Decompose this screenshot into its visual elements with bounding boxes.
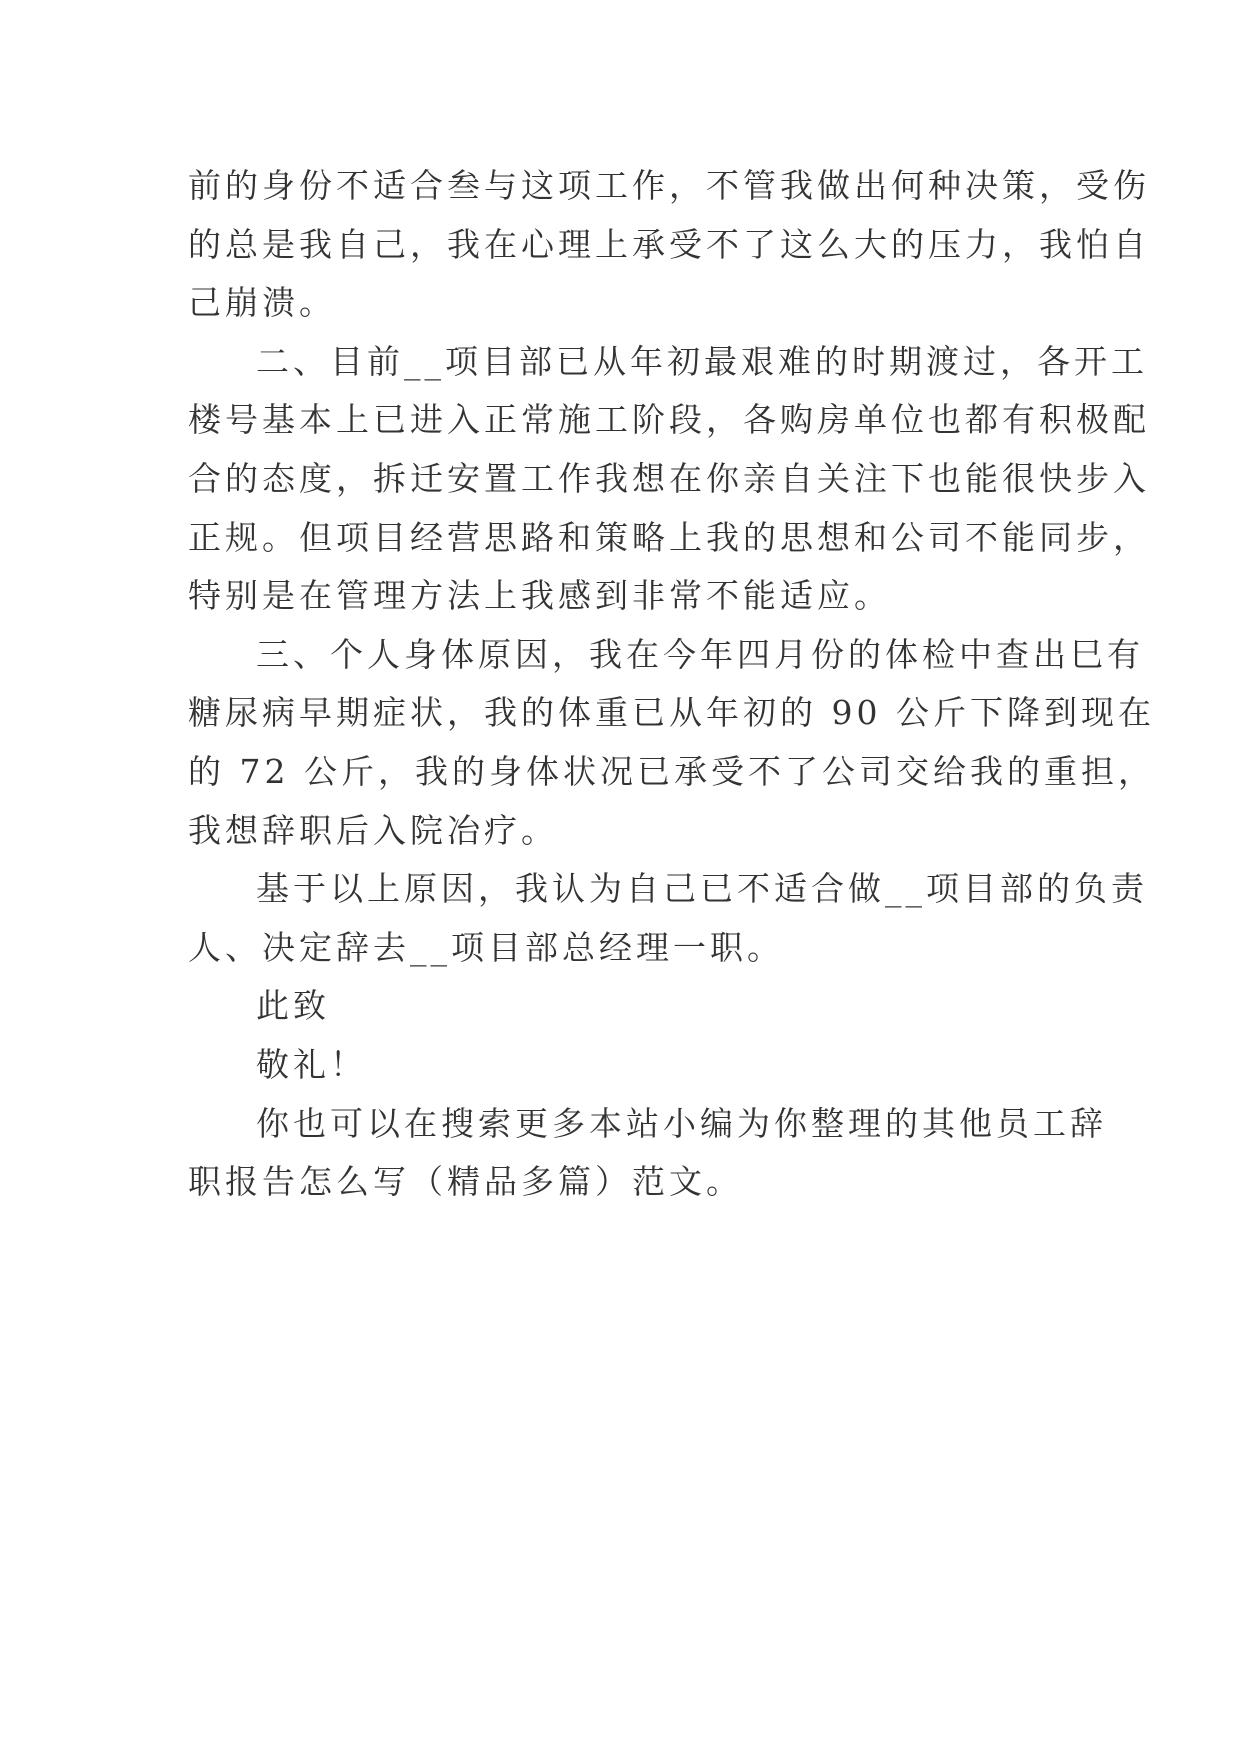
paragraph-conclusion (188, 860, 1148, 977)
text-line: 的 72 公斤，我的身体状况已承受不了公司交给我的重担， (188, 751, 1155, 791)
closing-salutation (188, 977, 1068, 1036)
text-line: 此致 (256, 986, 330, 1026)
text-line: 糖尿病早期症状，我的体重已从年初的 90 公斤下降到现在 (188, 693, 1155, 733)
text-line: 二、目前__项目部已从年初最艰难的时期渡过，各开工 (256, 341, 1148, 381)
text-line: 我想辞职后入院冶疗。 (188, 810, 558, 850)
paragraph-3 (188, 626, 1155, 860)
text-line: 敬礼！ (256, 1044, 367, 1084)
text-line: 合的态度，拆迁安置工作我想在你亲自关注下也能很快步入 (188, 458, 1150, 498)
text-line: 职报告怎么写（精品多篇）范文。 (188, 1162, 743, 1202)
text-line: 正规。但项目经营思路和策略上我的思想和公司不能同步， (188, 517, 1150, 557)
text-line: 前的身份不适合叁与这项工作，不管我做出何种决策，受伤 (188, 166, 1150, 205)
closing-regards (188, 1036, 1068, 1095)
text-line: 三、个人身体原因，我在今年四月份的体检中查出巳有 (256, 634, 1144, 674)
text-line: 的总是我自己，我在心理上承受不了这么大的压力，我怕自 (188, 224, 1150, 264)
paragraph-footer-note (188, 1095, 1107, 1212)
text-line: 人、决定辞去__项目部总经理一职。 (188, 927, 784, 967)
text-line: 你也可以在搜索更多本站小编为你整理的其他员工辞 (256, 1103, 1107, 1143)
paragraph-1-continued (188, 157, 1150, 333)
text-line: 己崩溃。 (188, 283, 336, 323)
text-line: 楼号基本上已进入正常施工阶段，各购房单位也都有积极配 (188, 400, 1150, 440)
document-body (188, 157, 1155, 1212)
text-line: 特别是在管理方法上我感到非常不能适应。 (188, 576, 891, 616)
text-line: 基于以上原因，我认为自己已不适合做__项目部的负责 (256, 869, 1148, 909)
paragraph-2 (188, 333, 1150, 626)
